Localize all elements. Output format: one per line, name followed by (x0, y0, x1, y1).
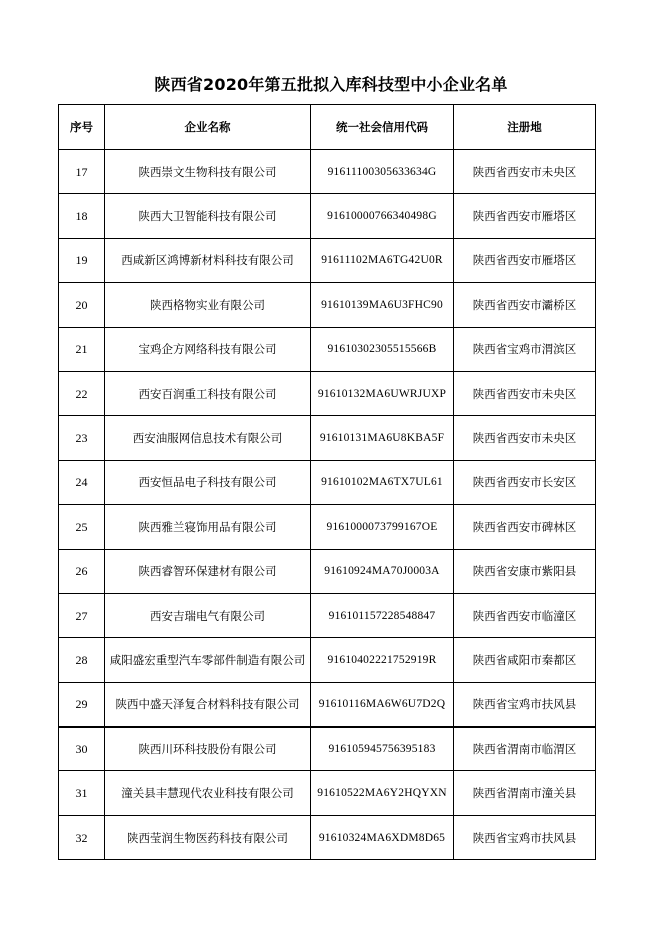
header-company-name: 企业名称 (105, 105, 311, 150)
row-credit-code: 916105945756395183 (311, 727, 454, 771)
row-company-name: 陕西睿智环保建材有限公司 (105, 549, 311, 593)
table-row (59, 727, 596, 771)
row-registered-place: 陕西省宝鸡市渭滨区 (454, 327, 596, 371)
table-row (59, 815, 596, 859)
row-registered-place: 陕西省西安市碑林区 (454, 505, 596, 549)
table-row (59, 460, 596, 504)
row-credit-code: 91610924MA70J0003A (311, 549, 454, 593)
row-company-name: 潼关县丰慧现代农业科技有限公司 (105, 771, 311, 815)
row-registered-place: 陕西省渭南市临渭区 (454, 727, 596, 771)
row-company-name: 西安吉瑞电气有限公司 (105, 593, 311, 637)
row-seq: 17 (59, 150, 105, 194)
table-row (59, 238, 596, 282)
row-credit-code: 91610132MA6UWRJUXP (311, 371, 454, 415)
row-credit-code: 91610102MA6TX7UL61 (311, 460, 454, 504)
page-title: 陕西省2020年第五批拟入库科技型中小企业名单 (154, 75, 508, 94)
row-registered-place: 陕西省西安市雁塔区 (454, 194, 596, 238)
row-credit-code: 9161000073799167OE (311, 505, 454, 549)
row-registered-place: 陕西省安康市紫阳县 (454, 549, 596, 593)
table-row (59, 593, 596, 637)
row-seq: 27 (59, 593, 105, 637)
table-row (59, 283, 596, 327)
row-seq: 29 (59, 682, 105, 726)
row-registered-place: 陕西省西安市未央区 (454, 371, 596, 415)
header-registered-place: 注册地 (454, 105, 596, 150)
row-credit-code: 91610302305515566B (311, 327, 454, 371)
row-credit-code: 91610402221752919R (311, 638, 454, 682)
row-seq: 32 (59, 815, 105, 859)
row-credit-code: 91611100305633634G (311, 150, 454, 194)
table-row (59, 771, 596, 815)
row-company-name: 西安油服网信息技术有限公司 (105, 416, 311, 460)
row-company-name: 陕西雅兰寝饰用品有限公司 (105, 505, 311, 549)
table-row (59, 638, 596, 682)
row-seq: 21 (59, 327, 105, 371)
row-seq: 24 (59, 460, 105, 504)
row-seq: 28 (59, 638, 105, 682)
row-company-name: 陕西大卫智能科技有限公司 (105, 194, 311, 238)
row-registered-place: 陕西省宝鸡市扶风县 (454, 815, 596, 859)
row-seq: 30 (59, 727, 105, 771)
table-row (59, 327, 596, 371)
row-company-name: 陕西莹润生物医药科技有限公司 (105, 815, 311, 859)
header-credit-code: 统一社会信用代码 (311, 105, 454, 150)
row-registered-place: 陕西省咸阳市秦都区 (454, 638, 596, 682)
row-credit-code: 91610139MA6U3FHC90 (311, 283, 454, 327)
row-registered-place: 陕西省西安市临潼区 (454, 593, 596, 637)
row-seq: 19 (59, 238, 105, 282)
table-row (59, 371, 596, 415)
row-seq: 20 (59, 283, 105, 327)
table-row (59, 416, 596, 460)
row-registered-place: 陕西省宝鸡市扶风县 (454, 682, 596, 726)
row-company-name: 西安恒品电子科技有限公司 (105, 460, 311, 504)
row-credit-code: 91610324MA6XDM8D65 (311, 815, 454, 859)
row-credit-code: 91610000766340498G (311, 194, 454, 238)
row-company-name: 西安百润重工科技有限公司 (105, 371, 311, 415)
row-credit-code: 91610131MA6U8KBA5F (311, 416, 454, 460)
table-row (59, 549, 596, 593)
table-row (59, 194, 596, 238)
row-company-name: 西咸新区鸿博新材料科技有限公司 (105, 238, 311, 282)
row-registered-place: 陕西省西安市灞桥区 (454, 283, 596, 327)
row-seq: 25 (59, 505, 105, 549)
row-registered-place: 陕西省西安市长安区 (454, 460, 596, 504)
table-row (59, 150, 596, 194)
row-seq: 22 (59, 371, 105, 415)
row-seq: 26 (59, 549, 105, 593)
row-company-name: 陕西崇文生物科技有限公司 (105, 150, 311, 194)
row-company-name: 陕西中盛天泽复合材料科技有限公司 (105, 682, 311, 726)
row-seq: 23 (59, 416, 105, 460)
table-row (59, 682, 596, 726)
row-registered-place: 陕西省西安市未央区 (454, 416, 596, 460)
row-seq: 18 (59, 194, 105, 238)
enterprise-table (58, 104, 596, 860)
row-credit-code: 91610522MA6Y2HQYXN (311, 771, 454, 815)
row-registered-place: 陕西省西安市雁塔区 (454, 238, 596, 282)
row-credit-code: 91610115722854884​7 (311, 593, 454, 637)
table-header-row (59, 105, 596, 150)
row-registered-place: 陕西省西安市未央区 (454, 150, 596, 194)
table-row (59, 505, 596, 549)
row-company-name: 宝鸡企方网络科技有限公司 (105, 327, 311, 371)
row-company-name: 陕西川环科技股份有限公司 (105, 727, 311, 771)
row-credit-code: 91611102MA6TG42U0R (311, 238, 454, 282)
row-seq: 31 (59, 771, 105, 815)
row-company-name: 陕西格物实业有限公司 (105, 283, 311, 327)
header-seq: 序号 (59, 105, 105, 150)
row-credit-code: 91610116MA6W6U7D2Q (311, 682, 454, 726)
row-company-name: 咸阳盛宏重型汽车零部件制造有限公司 (105, 638, 311, 682)
row-registered-place: 陕西省渭南市潼关县 (454, 771, 596, 815)
